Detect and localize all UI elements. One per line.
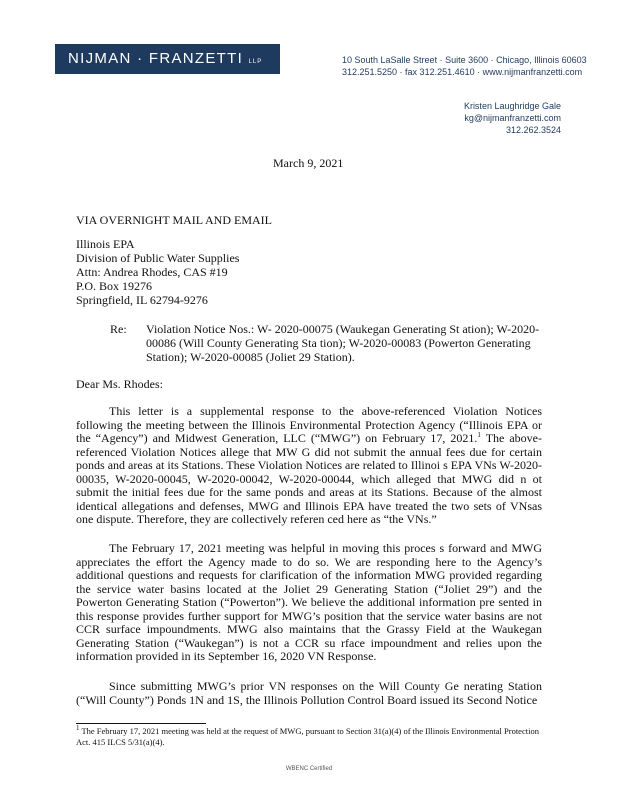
footnote-reference: 1	[477, 431, 481, 439]
firm-logo	[55, 44, 280, 74]
firm-contact	[342, 54, 587, 78]
letter-date: March 9, 2021	[273, 156, 344, 170]
recipient-line: Division of Public Water Supplies	[76, 251, 240, 265]
firm-phone: 312.251.5250 · fax 312.251.4610 · www.nijmanfranzetti.com	[342, 67, 583, 77]
body-paragraph-1	[76, 405, 542, 527]
p1-text-after: The above-referenced Violation Notices allege that MW G did not submit the annual fees due for certain ponds and areas at its Stations. These Violation Notices are related to Illinoi s EPA VNs W-2020-00035, W-2020-00045, W-2020-00042, W-2020-00044, which alleged that MWG did n ot submit the initial fees due for the same ponds and areas at its Stations. Because of the almost identical allegations and defenses, MWG and Illinois EPA have treated the two sets of VNsas one dispute. Therefore, they are collectively referen ced here as “the VNs.”	[76, 431, 542, 526]
re-subject: Violation Notice Nos.: W- 2020-00075 (Waukegan Generating St ation); W-2020-00086 (Will County Generating Sta tion); W-2020-00083 (Powerton Generating Station); W-2020-00085 (Joliet 29 Station).	[146, 322, 540, 364]
attorney-email: kg@nijmanfranzetti.com	[464, 113, 561, 123]
footnote-divider	[76, 723, 206, 724]
recipient-address	[76, 237, 239, 307]
footnote-number: 1	[76, 724, 80, 733]
recipient-line: Illinois EPA	[76, 237, 135, 251]
attorney-phone: 312.262.3524	[505, 125, 561, 135]
firm-suffix: LLP	[248, 59, 263, 65]
body-paragraph-2: The February 17, 2021 meeting was helpful in moving this proces s forward and MWG appreciates the effort the Agency made to do so. We are responding here to the Agency’s additional questions and requests for clarification of the information MWG provided regarding the service water basins located at the Joliet 29 Generating Station (“Joliet 29”) and the Powerton Generating Station (“Powerton”). We believe the additional information pre sented in this response provides further support for MWG’s position that the service water basins are not CCR surface impoundments. MWG also maintains that the Grassy Field at the Waukegan Generating Station (“Waukegan”) is not a CCR su rface impoundment and relies upon the information provided in its September 16, 2020 VN Response.	[76, 541, 542, 663]
delivery-method: VIA OVERNIGHT MAIL AND EMAIL	[76, 213, 272, 227]
recipient-line: Attn: Andrea Rhodes, CAS #19	[76, 265, 228, 279]
p1-text-before: This letter is a supplemental response to the above-referenced Violation Notices following the meeting between the Illinois Environmental Protection Agency (“Illinois EPA or the “Agency”) and Midwest Generation, LLC (“MWG”) on February 17, 2021.	[76, 404, 542, 445]
recipient-line: P.O. Box 19276	[76, 279, 153, 293]
footnote	[76, 726, 542, 747]
footer-certification: WBENC Certified	[285, 766, 333, 772]
salutation: Dear Ms. Rhodes:	[76, 377, 163, 391]
firm-name: NIJMAN · FRANZETTI	[68, 50, 244, 67]
footnote-text: The February 17, 2021 meeting was held at the request of MWG, pursuant to Section 31(a)(4) of the Illinois Environmental Protection Act. 415 ILCS 5/31(a)(4).	[76, 726, 539, 747]
attorney-block	[464, 100, 561, 136]
firm-address: 10 South LaSalle Street · Suite 3600 · Chicago, Illinois 60603	[342, 55, 587, 65]
re-label: Re:	[110, 322, 127, 336]
recipient-line: Springfield, IL 62794-9276	[76, 293, 208, 307]
attorney-name: Kristen Laughridge Gale	[463, 101, 561, 111]
body-paragraph-3: Since submitting MWG’s prior VN responses on the Will County Ge nerating Station (“Will County”) Ponds 1N and 1S, the Illinois Pollution Control Board issued its Second Notice	[76, 680, 542, 707]
